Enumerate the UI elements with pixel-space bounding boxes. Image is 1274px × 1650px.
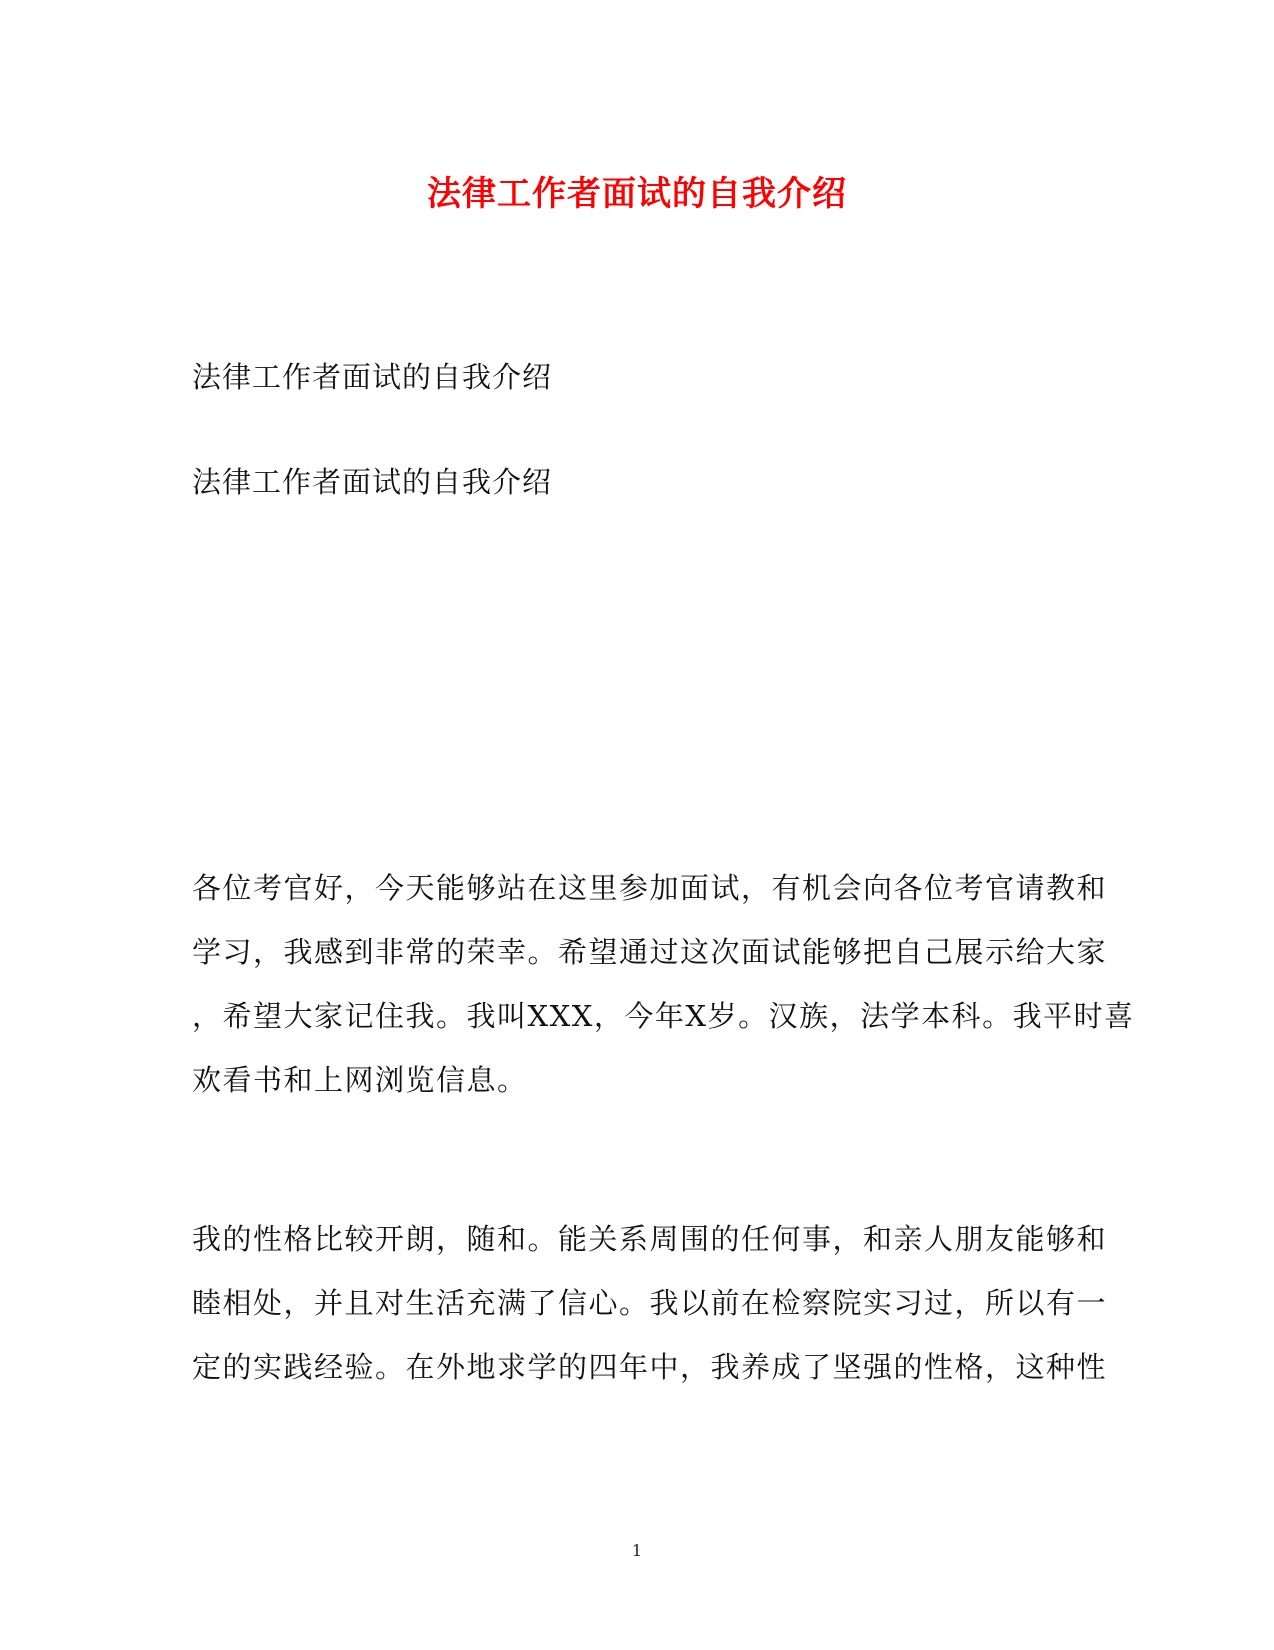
paragraph-line: 定的实践经验。在外地求学的四年中，我养成了坚强的性格，这种性 <box>192 1350 1108 1384</box>
paragraph-line: 各位考官好，今天能够站在这里参加面试，有机会向各位考官请教和 <box>192 871 1108 905</box>
paragraph-line: 睦相处，并且对生活充满了信心。我以前在检察院实习过，所以有一 <box>192 1286 1108 1320</box>
paragraph-line: 我的性格比较开朗，随和。能关系周围的任何事，和亲人朋友能够和 <box>192 1222 1108 1256</box>
paragraph-personality <box>192 1219 1108 1411</box>
paragraph-introduction <box>192 868 1135 1124</box>
paragraph-line: ，希望大家记住我。我叫XXX，今年X岁。汉族，法学本科。我平时喜 <box>192 999 1135 1033</box>
paragraph-line: 学习，我感到非常的荣幸。希望通过这次面试能够把自己展示给大家 <box>192 935 1108 969</box>
subtitle-line-2: 法律工作者面试的自我介绍 <box>192 465 553 499</box>
page-number: 1 <box>631 1541 643 1560</box>
document-title: 法律工作者面试的自我介绍 <box>427 174 847 214</box>
paragraph-line: 欢看书和上网浏览信息。 <box>192 1063 528 1097</box>
subtitle-line-1: 法律工作者面试的自我介绍 <box>192 360 553 394</box>
